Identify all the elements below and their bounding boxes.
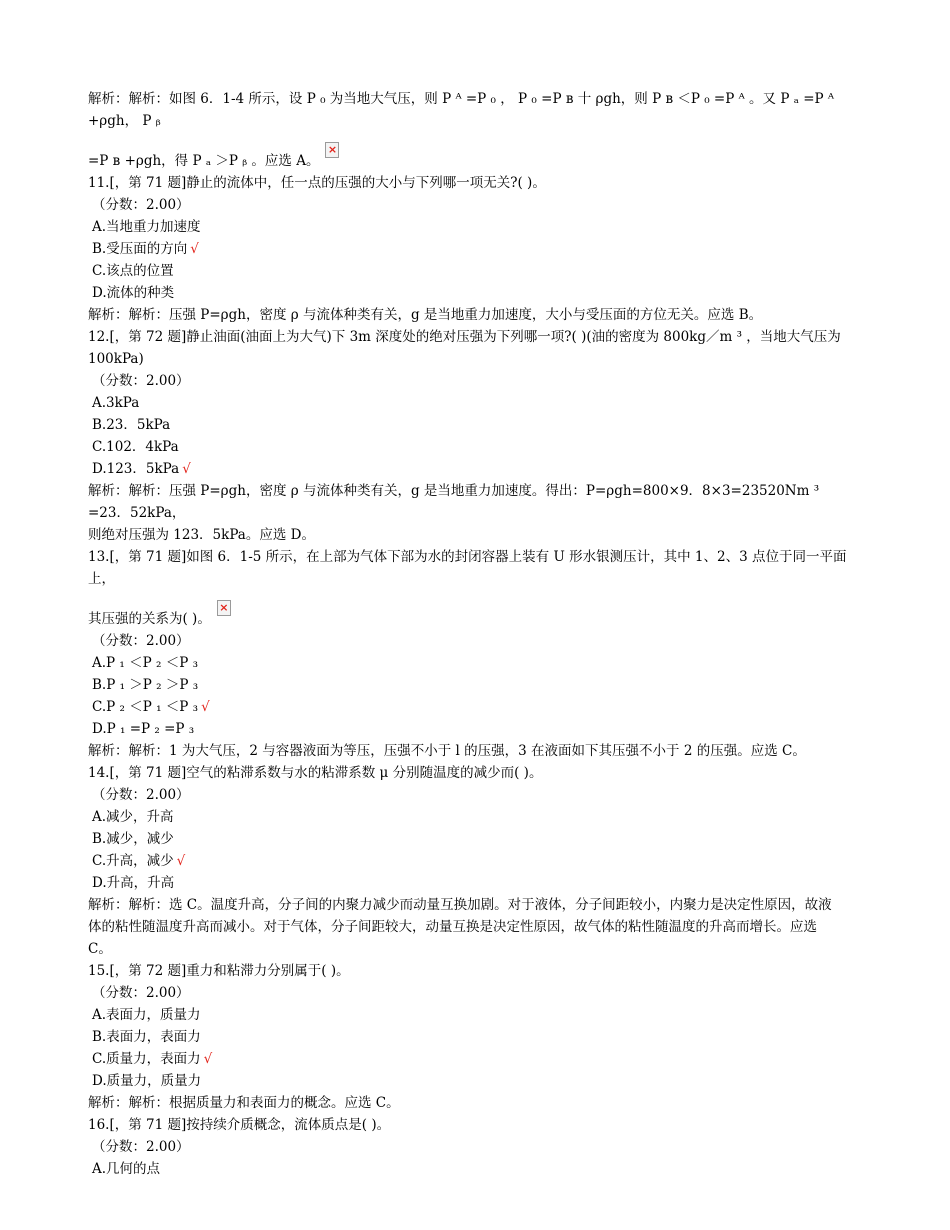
analysis-line: 体的粘性随温度升高而减小。对于气体，分子间距较大，动量互换是决定性原因，故气体的粘性随温度的升高而增长。应选 bbox=[88, 919, 817, 935]
answer-option bbox=[88, 392, 863, 414]
answer-option bbox=[88, 696, 863, 718]
q10-analysis-line1: 解析：解析：如图 6．1-4 所示，设 P ₀ 为当地大气压，则 P ᴬ =P ₀ ， P ₀ =P ʙ 十 ρgh，则 P ʙ ＜P ₀ =P ᴬ 。又 P ₐ =P ᴬ +ρgh， P ᵦ bbox=[88, 91, 835, 129]
answer-option-text: A.3kPa bbox=[92, 395, 140, 411]
answer-option-text: A.当地重力加速度 bbox=[92, 219, 201, 235]
answer-option bbox=[88, 216, 863, 238]
answer-option-text: A.P ₁ ＜P ₂ ＜P ₃ bbox=[92, 655, 198, 671]
answer-option-text: C.升高，减少 bbox=[92, 853, 174, 869]
answer-option-text: C.质量力，表面力 bbox=[92, 1051, 201, 1067]
answer-option bbox=[88, 850, 863, 872]
question-q14 bbox=[88, 762, 863, 960]
question-score: （分数：2.00） bbox=[92, 1139, 190, 1155]
question-stem: 11.[，第 71 题]静止的流体中，任一点的压强的大小与下列哪一项无关?( )。 bbox=[88, 175, 546, 191]
answer-option-text: B.受压面的方向 bbox=[92, 241, 188, 257]
analysis-line: 解析：解析：1 为大气压，2 与容器液面为等压，压强不小于 l 的压强，3 在液面如下其压强不小于 2 的压强。应选 C。 bbox=[88, 743, 806, 759]
analysis-line: 则绝对压强为 123．5kPa。应选 D。 bbox=[88, 527, 315, 543]
question-score: （分数：2.00） bbox=[92, 197, 190, 213]
answer-option-text: B.P ₁ ＞P ₂ ＞P ₃ bbox=[92, 677, 199, 693]
question-q15 bbox=[88, 960, 863, 1114]
answer-option bbox=[88, 718, 863, 740]
answer-option bbox=[88, 238, 863, 260]
correct-check-icon: √ bbox=[176, 853, 186, 869]
answer-option bbox=[88, 652, 863, 674]
answer-option bbox=[88, 414, 863, 436]
analysis-line: C。 bbox=[88, 941, 112, 957]
answer-option bbox=[88, 1070, 863, 1092]
answer-option bbox=[88, 828, 863, 850]
question-stem: 13.[，第 71 题]如图 6．1-5 所示，在上部为气体下部为水的封闭容器上装有 U 形水银测压计，其中 1、2、3 点位于同一平面上， bbox=[88, 549, 847, 587]
correct-check-icon: √ bbox=[190, 241, 199, 257]
question-stem-text: 100kPa) bbox=[88, 351, 144, 367]
answer-option bbox=[88, 806, 863, 828]
answer-option-text: D.升高，升高 bbox=[92, 875, 175, 891]
question-q16 bbox=[88, 1114, 863, 1180]
broken-image-icon: × bbox=[217, 600, 231, 616]
analysis-line: 解析：解析：压强 P=ρgh，密度 ρ 与流体种类有关，g 是当地重力加速度。得出：P=ρgh=800×9．8×3=23520Nm ³ =23．52kPa， bbox=[88, 483, 820, 521]
question-score: （分数：2.00） bbox=[92, 787, 190, 803]
answer-option-text: A.几何的点 bbox=[92, 1161, 161, 1177]
answer-option-text: D.流体的种类 bbox=[92, 285, 175, 301]
answer-option-text: D.质量力，质量力 bbox=[92, 1073, 202, 1089]
answer-option bbox=[88, 260, 863, 282]
correct-check-icon: √ bbox=[182, 461, 191, 477]
q10-analysis-line2 bbox=[88, 132, 863, 172]
answer-option bbox=[88, 1004, 863, 1026]
question-stem: 16.[，第 71 题]按持续介质概念，流体质点是( )。 bbox=[88, 1117, 391, 1133]
answer-option bbox=[88, 458, 863, 480]
analysis-line: 解析：解析：选 C。温度升高，分子间的内聚力减少而动量互换加剧。对于液体，分子间距较小，内聚力是决定性原因，故液 bbox=[88, 897, 832, 913]
answer-option bbox=[88, 282, 863, 304]
broken-image-icon: × bbox=[325, 142, 339, 158]
analysis-line: 解析：解析：压强 P=ρgh，密度 ρ 与流体种类有关，g 是当地重力加速度，大小与受压面的方位无关。应选 B。 bbox=[88, 307, 763, 323]
answer-option-text: B.减少，减少 bbox=[92, 831, 174, 847]
question-stem: 14.[，第 71 题]空气的粘滞系数与水的粘滞系数 μ 分别随温度的减少而( )。 bbox=[88, 765, 543, 781]
question-q12 bbox=[88, 326, 863, 546]
question-list bbox=[88, 172, 863, 1180]
question-score: （分数：2.00） bbox=[92, 633, 190, 649]
answer-option bbox=[88, 1158, 863, 1180]
question-stem-text: 其压强的关系为( )。 bbox=[88, 611, 211, 627]
correct-check-icon: √ bbox=[201, 699, 210, 715]
correct-check-icon: √ bbox=[203, 1051, 213, 1067]
answer-option-text: C.该点的位置 bbox=[92, 263, 174, 279]
question-score: （分数：2.00） bbox=[92, 373, 190, 389]
answer-option-text: D.123．5kPa bbox=[92, 461, 180, 477]
answer-option-text: C.P ₂ ＜P ₁ ＜P ₃ bbox=[92, 699, 199, 715]
answer-option bbox=[88, 674, 863, 696]
answer-option-text: B.表面力，表面力 bbox=[92, 1029, 201, 1045]
q10-analysis-text: =P ʙ +ρgh，得 P ₐ ＞P ᵦ 。应选 A。 bbox=[88, 153, 320, 169]
answer-option-text: B.23．5kPa bbox=[92, 417, 171, 433]
question-score: （分数：2.00） bbox=[92, 985, 190, 1001]
answer-option bbox=[88, 1048, 863, 1070]
answer-option bbox=[88, 436, 863, 458]
answer-option-text: A.减少，升高 bbox=[92, 809, 174, 825]
answer-option-text: D.P ₁ =P ₂ =P ₃ bbox=[92, 721, 195, 737]
question-q13 bbox=[88, 546, 863, 762]
question-stem-continued bbox=[88, 590, 863, 630]
document-body bbox=[88, 88, 863, 1180]
question-stem: 15.[，第 72 题]重力和粘滞力分别属于( )。 bbox=[88, 963, 350, 979]
analysis-line: 解析：解析：根据质量力和表面力的概念。应选 C。 bbox=[88, 1095, 400, 1111]
question-stem-continued bbox=[88, 348, 863, 370]
answer-option bbox=[88, 1026, 863, 1048]
answer-option bbox=[88, 872, 863, 894]
answer-option-text: A.表面力，质量力 bbox=[92, 1007, 201, 1023]
question-stem: 12.[，第 72 题]静止油面(油面上为大气)下 3m 深度处的绝对压强为下列哪一项?( )(油的密度为 800kg／m ³ ，当地大气压为 bbox=[88, 329, 841, 345]
question-q11 bbox=[88, 172, 863, 326]
answer-option-text: C.102．4kPa bbox=[92, 439, 179, 455]
